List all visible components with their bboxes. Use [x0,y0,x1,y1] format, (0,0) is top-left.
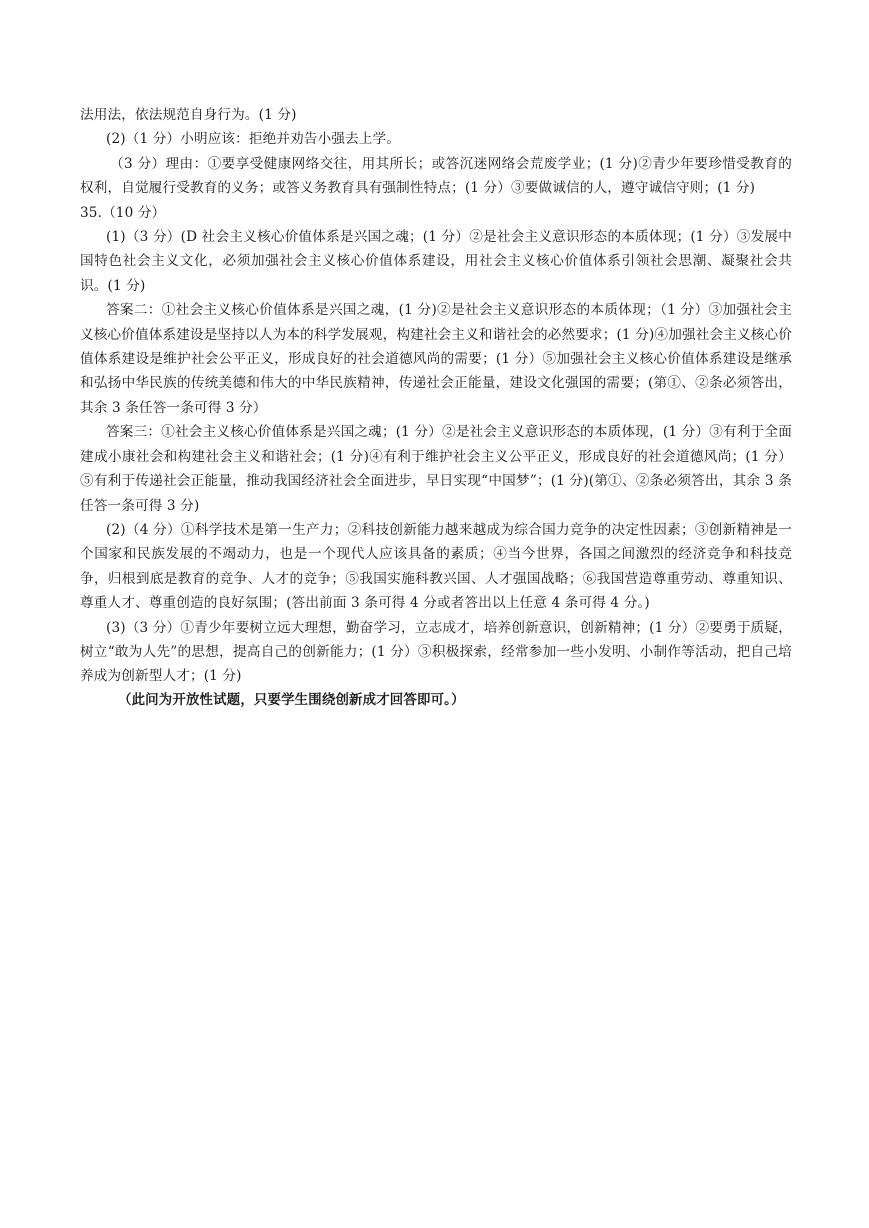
paragraph-35-part1: (1)（3 分）(D 社会主义核心价值体系是兴国之魂；(1 分）②是社会主义意识形态的本质体现；(1 分）③发展中国特色社会主义文化，必须加强社会主义核心价值体系建设，用社会主义核心价值体系引领社会思潮、凝聚社会共识。(1 分) [80,229,792,294]
paragraph-35-part3: (3)（3 分）①青少年要树立远大理想，勤奋学习，立志成才，培养创新意识，创新精神；(1 分）②要勇于质疑，树立“敢为人先”的思想，提高自己的创新能力；(1 分）③积极探索，经常参加一些小发明、小制作等活动，把自己培养成为创新型人才；(1 分) [80,619,792,685]
paragraph-q3-reason: （3 分）理由：①要享受健康网络交往，用其所长；或答沉迷网络会荒废学业；(1 分)②青少年要珍惜受教育的权利，自觉履行受教育的义务；或答义务教育具有强制性特点；(1 分）③要做诚信的人，遵守诚信守则；(1 分) [80,155,792,197]
paragraph-q2-answer: (2)（1 分）小明应该：拒绝并劝告小强去上学。 [106,131,401,148]
open-question-note: （此问为开放性试题，只要学生围绕创新成才回答即可。） [118,692,465,708]
question-35-heading: 35.（10 分） [80,204,166,221]
paragraph-answer-three: 答案三：①社会主义核心价值体系是兴国之魂；(1 分）②是社会主义意识形态的本质体现，(1 分）③有利于全面建成小康社会和构建社会主义和谐社会；(1 分)④有利于维护社会主义公平正义，形成良好的社会道德风尚；(1 分）⑤有利于传递社会正能量，推动我国经济社会全面进步，早日实现“中国梦”；(1 分)(第①、②条必须答出，其余 3 条任答一条可得 3 分) [80,424,792,514]
paragraph-35-part2: (2)（4 分）①科学技术是第一生产力；②科技创新能力越来越成为综合国力竞争的决定性因素；③创新精神是一个国家和民族发展的不竭动力，也是一个现代人应该具备的素质；④当今世界，各国之间激烈的经济竞争和科技竞争，归根到底是教育的竞争、人才的竞争；⑤我国实施科教兴国、人才强国战略；⑥我国营造尊重劳动、尊重知识、尊重人才、尊重创造的良好氛围；(答出前面 3 条可得 4 分或者答出以上任意 4 条可得 4 分。) [80,521,792,612]
paragraph-answer-two: 答案二：①社会主义核心价值体系是兴国之魂，(1 分)②是社会主义意识形态的本质体现；（1 分）③加强社会主义核心价值体系建设是坚持以人为本的科学发展观，构建社会主义和谐社会的必然要求；(1 分)④加强社会主义核心价值体系建设是维护社会公平正义，形成良好的社会道德风尚的需要；(1 分）⑤加强社会主义核心价值体系建设是继承和弘扬中华民族的传统美德和伟大的中华民族精神，传递社会正能量，建设文化强国的需要；(第①、②条必须答出，其余 3 条任答一条可得 3 分） [80,302,792,416]
answer-content [80,103,792,713]
paragraph-continuation: 法用法，依法规范自身行为。(1 分) [80,107,297,123]
